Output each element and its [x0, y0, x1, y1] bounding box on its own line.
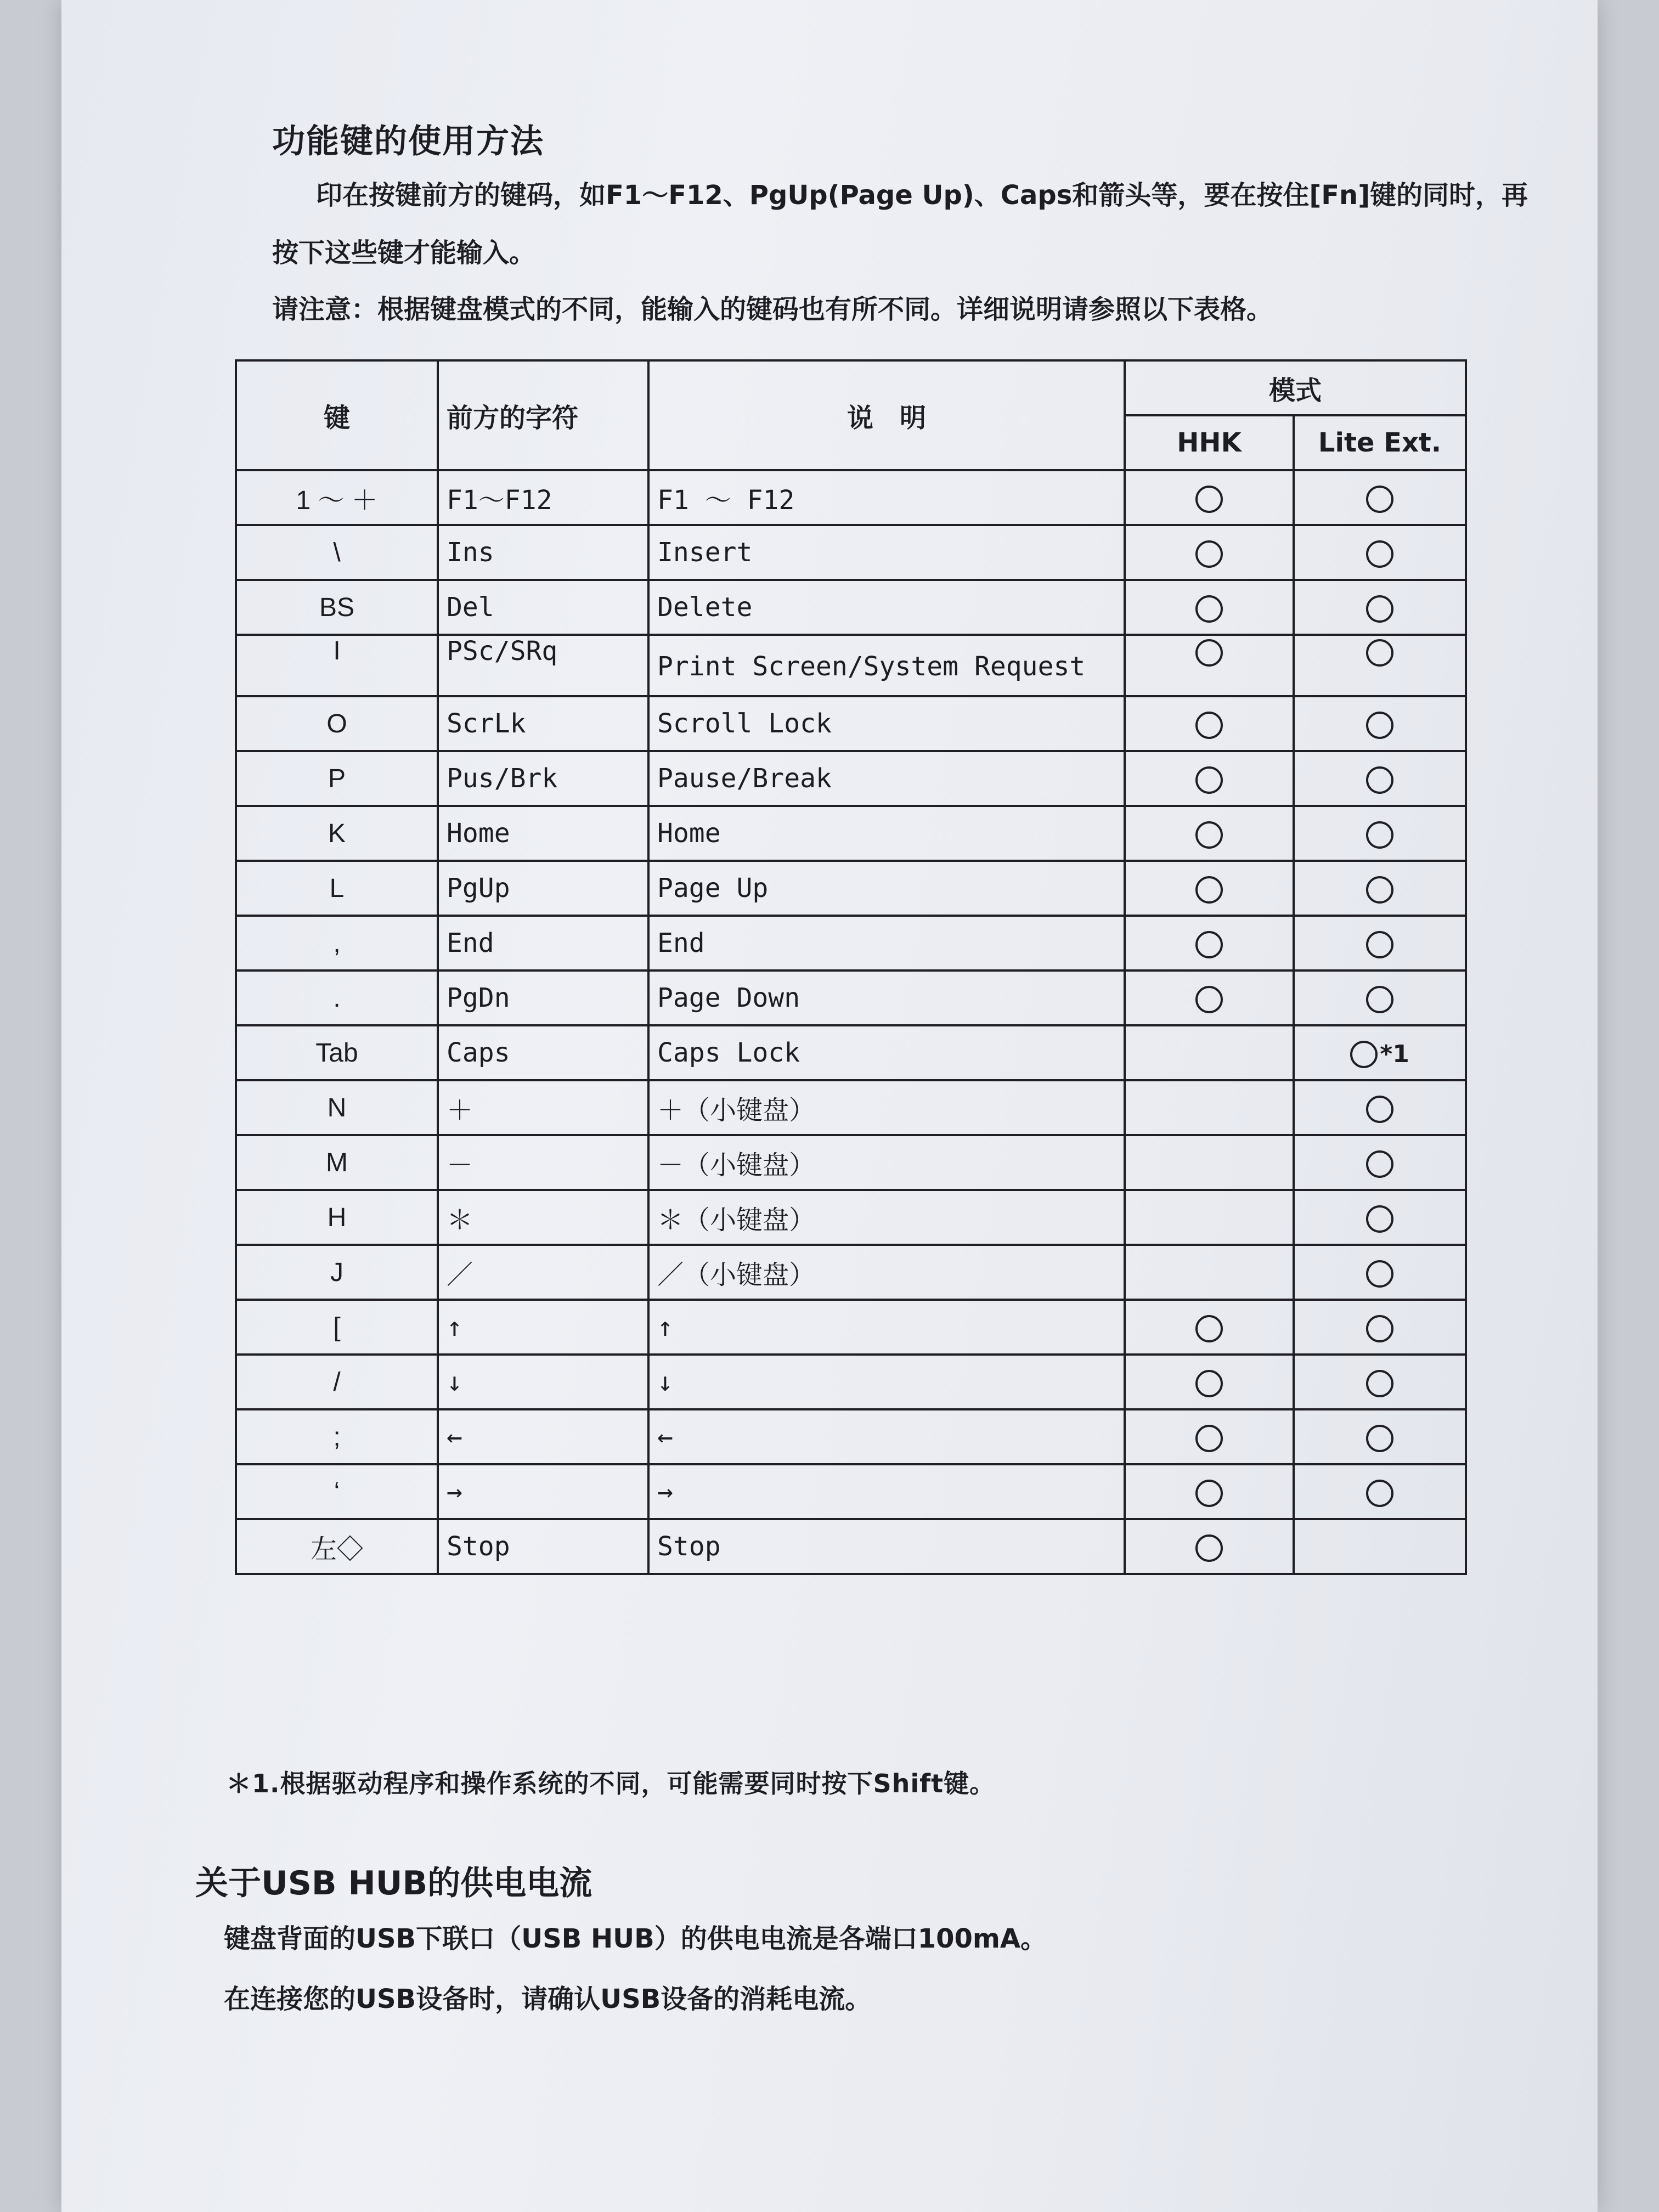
- key-cell: L: [236, 861, 438, 916]
- table-row: [236, 1025, 1466, 1080]
- front-char-cell: ↑: [438, 1300, 648, 1355]
- table-row: [236, 1300, 1466, 1355]
- hhk-support-cell: [1125, 1025, 1294, 1080]
- usb-hub-line-1: 键盘背面的USB下联口（USB HUB）的供电电流是各端口100mA。: [224, 1923, 1047, 1954]
- supported-circle-icon: [1366, 876, 1393, 904]
- key-cell: K: [236, 806, 438, 861]
- intro-line-2: 按下这些键才能输入。: [272, 238, 536, 268]
- supported-circle-icon: [1195, 486, 1223, 513]
- lite-ext-support-cell: [1294, 1025, 1466, 1080]
- description-cell: ↓: [648, 1355, 1125, 1409]
- header-key: 键: [236, 360, 438, 470]
- lite-ext-support-cell: [1294, 970, 1466, 1025]
- key-cell: /: [236, 1355, 438, 1409]
- front-char-cell: Caps: [438, 1025, 648, 1080]
- description-cell: ↑: [648, 1300, 1125, 1355]
- key-cell: .: [236, 970, 438, 1025]
- supported-circle-icon: [1366, 766, 1393, 794]
- description-cell: ←: [648, 1409, 1125, 1464]
- hhk-support-cell: [1125, 1355, 1294, 1409]
- supported-circle-icon: [1366, 1480, 1393, 1507]
- key-cell: BS: [236, 580, 438, 635]
- supported-circle-icon: [1366, 1205, 1393, 1233]
- header-lite-ext: Lite Ext.: [1294, 415, 1466, 470]
- hhk-support-cell: [1125, 970, 1294, 1025]
- description-cell: Print Screen/System Request: [648, 635, 1125, 696]
- supported-circle-icon: [1195, 639, 1223, 667]
- key-cell: ,: [236, 916, 438, 970]
- lite-ext-support-cell: [1294, 1245, 1466, 1300]
- lite-ext-support-cell: [1294, 1409, 1466, 1464]
- key-cell: J: [236, 1245, 438, 1300]
- hhk-support-cell: [1125, 806, 1294, 861]
- supported-circle-icon: [1195, 986, 1223, 1013]
- supported-circle-icon: [1195, 540, 1223, 568]
- hhk-support-cell: [1125, 1519, 1294, 1574]
- table-row: [236, 970, 1466, 1025]
- supported-circle-icon: [1366, 1315, 1393, 1342]
- front-char-cell: ←: [438, 1409, 648, 1464]
- hhk-support-cell: [1125, 1245, 1294, 1300]
- table-row: [236, 1409, 1466, 1464]
- key-cell: ‘: [236, 1464, 438, 1519]
- front-char-cell: ＋: [438, 1080, 648, 1135]
- description-cell: Caps Lock: [648, 1025, 1125, 1080]
- front-char-cell: Stop: [438, 1519, 648, 1574]
- key-cell: M: [236, 1135, 438, 1190]
- description-cell: ＋（小键盘）: [648, 1080, 1125, 1135]
- lite-ext-support-cell: [1294, 635, 1466, 696]
- lite-ext-support-cell: [1294, 751, 1466, 806]
- hhk-support-cell: [1125, 1464, 1294, 1519]
- table-row: [236, 1519, 1466, 1574]
- supported-circle-icon: [1366, 986, 1393, 1013]
- supported-circle-icon: [1366, 1260, 1393, 1288]
- table-row: [236, 470, 1466, 525]
- table-row: [236, 806, 1466, 861]
- hhk-support-cell: [1125, 751, 1294, 806]
- description-cell: Page Up: [648, 861, 1125, 916]
- hhk-support-cell: [1125, 635, 1294, 696]
- description-cell: F1 ～ F12: [648, 470, 1125, 525]
- table-row: [236, 580, 1466, 635]
- description-cell: Page Down: [648, 970, 1125, 1025]
- usage-note: 请注意：根据键盘模式的不同，能输入的键码也有所不同。详细说明请参照以下表格。: [272, 294, 1273, 325]
- supported-circle-icon: [1366, 1150, 1393, 1178]
- table-row: [236, 861, 1466, 916]
- supported-circle-icon: [1195, 766, 1223, 794]
- lite-ext-support-cell: [1294, 1135, 1466, 1190]
- supported-circle-icon: [1366, 595, 1393, 623]
- key-cell: N: [236, 1080, 438, 1135]
- hhk-support-cell: [1125, 1190, 1294, 1245]
- description-cell: －（小键盘）: [648, 1135, 1125, 1190]
- supported-circle-icon: [1366, 486, 1393, 513]
- lite-ext-support-cell: [1294, 470, 1466, 525]
- lite-ext-support-cell: [1294, 1190, 1466, 1245]
- lite-ext-support-cell: [1294, 1300, 1466, 1355]
- front-char-cell: F1～F12: [438, 470, 648, 525]
- table-row: [236, 696, 1466, 751]
- table-row: [236, 1245, 1466, 1300]
- description-cell: Stop: [648, 1519, 1125, 1574]
- front-char-cell: ＊: [438, 1190, 648, 1245]
- supported-circle-icon: [1195, 1370, 1223, 1397]
- description-cell: ／（小键盘）: [648, 1245, 1125, 1300]
- front-char-cell: Del: [438, 580, 648, 635]
- front-char-cell: PSc/SRq: [438, 635, 648, 696]
- supported-circle-icon: [1195, 1315, 1223, 1342]
- supported-circle-icon: [1366, 639, 1393, 667]
- front-char-cell: ScrLk: [438, 696, 648, 751]
- supported-circle-icon: [1195, 712, 1223, 739]
- description-cell: Delete: [648, 580, 1125, 635]
- description-cell: Home: [648, 806, 1125, 861]
- lite-ext-support-cell: [1294, 1080, 1466, 1135]
- supported-circle-icon: [1366, 1425, 1393, 1452]
- front-char-cell: PgDn: [438, 970, 648, 1025]
- key-cell: O: [236, 696, 438, 751]
- footnote-marker: *1: [1380, 1040, 1409, 1069]
- hhk-support-cell: [1125, 1135, 1294, 1190]
- hhk-support-cell: [1125, 525, 1294, 580]
- hhk-support-cell: [1125, 916, 1294, 970]
- table-row: [236, 1135, 1466, 1190]
- front-char-cell: ↓: [438, 1355, 648, 1409]
- hhk-support-cell: [1125, 1080, 1294, 1135]
- front-char-cell: Home: [438, 806, 648, 861]
- table-row: [236, 916, 1466, 970]
- description-cell: Scroll Lock: [648, 696, 1125, 751]
- supported-circle-icon: [1366, 1096, 1393, 1123]
- table-row: [236, 1190, 1466, 1245]
- key-cell: I: [236, 635, 438, 696]
- hhk-support-cell: [1125, 1300, 1294, 1355]
- table-row: [236, 525, 1466, 580]
- key-cell: P: [236, 751, 438, 806]
- table-row: [236, 1464, 1466, 1519]
- lite-ext-support-cell: [1294, 525, 1466, 580]
- key-cell: Tab: [236, 1025, 438, 1080]
- header-front-char: 前方的字符: [438, 360, 648, 470]
- supported-circle-icon: [1366, 931, 1393, 958]
- hhk-support-cell: [1125, 1409, 1294, 1464]
- lite-ext-support-cell: [1294, 1464, 1466, 1519]
- table-row: [236, 1355, 1466, 1409]
- supported-circle-icon: [1366, 1370, 1393, 1397]
- lite-ext-support-cell: [1294, 696, 1466, 751]
- table-row: [236, 1080, 1466, 1135]
- front-char-cell: Ins: [438, 525, 648, 580]
- key-cell: \: [236, 525, 438, 580]
- table-body: [236, 470, 1466, 1574]
- table-row: [236, 635, 1466, 696]
- key-cell: 1 ～ ＋: [236, 470, 438, 525]
- lite-ext-support-cell: [1294, 806, 1466, 861]
- description-cell: ＊（小键盘）: [648, 1190, 1125, 1245]
- function-key-table: [235, 359, 1467, 1575]
- header-mode: 模式: [1125, 360, 1466, 415]
- front-char-cell: End: [438, 916, 648, 970]
- table-row: [236, 751, 1466, 806]
- supported-circle-icon: [1195, 876, 1223, 904]
- supported-circle-icon: [1195, 1480, 1223, 1507]
- supported-circle-icon: [1195, 595, 1223, 623]
- header-description: 说 明: [648, 360, 1125, 470]
- front-char-cell: ／: [438, 1245, 648, 1300]
- header-hhk: HHK: [1125, 415, 1294, 470]
- description-cell: →: [648, 1464, 1125, 1519]
- supported-circle-icon: [1366, 540, 1393, 568]
- lite-ext-support-cell: [1294, 1519, 1466, 1574]
- front-char-cell: Pus/Brk: [438, 751, 648, 806]
- supported-circle-icon: [1366, 712, 1393, 739]
- supported-circle-icon: [1366, 821, 1393, 849]
- usb-hub-line-2: 在连接您的USB设备时，请确认USB设备的消耗电流。: [224, 1984, 872, 2015]
- key-cell: 左◇: [236, 1519, 438, 1574]
- lite-ext-support-cell: [1294, 861, 1466, 916]
- hhk-support-cell: [1125, 861, 1294, 916]
- key-cell: ;: [236, 1409, 438, 1464]
- supported-circle-icon: [1195, 821, 1223, 849]
- description-cell: Insert: [648, 525, 1125, 580]
- supported-circle-icon: [1195, 1534, 1223, 1562]
- key-cell: [: [236, 1300, 438, 1355]
- front-char-cell: →: [438, 1464, 648, 1519]
- section-title: 功能键的使用方法: [272, 122, 544, 161]
- usb-hub-title: 关于USB HUB的供电电流: [195, 1864, 592, 1903]
- front-char-cell: PgUp: [438, 861, 648, 916]
- intro-line-1: 印在按键前方的键码，如F1～F12、PgUp(Page Up)、Caps和箭头等，要在按住[Fn]键的同时，再: [316, 180, 1528, 211]
- hhk-support-cell: [1125, 580, 1294, 635]
- supported-circle-icon: [1195, 1425, 1223, 1452]
- front-char-cell: －: [438, 1135, 648, 1190]
- hhk-support-cell: [1125, 696, 1294, 751]
- description-cell: Pause/Break: [648, 751, 1125, 806]
- hhk-support-cell: [1125, 470, 1294, 525]
- lite-ext-support-cell: [1294, 1355, 1466, 1409]
- key-cell: H: [236, 1190, 438, 1245]
- supported-circle-icon: [1350, 1041, 1378, 1068]
- description-cell: End: [648, 916, 1125, 970]
- footnote: ＊1.根据驱动程序和操作系统的不同，可能需要同时按下Shift键。: [226, 1769, 996, 1798]
- supported-circle-icon: [1195, 931, 1223, 958]
- lite-ext-support-cell: [1294, 580, 1466, 635]
- lite-ext-support-cell: [1294, 916, 1466, 970]
